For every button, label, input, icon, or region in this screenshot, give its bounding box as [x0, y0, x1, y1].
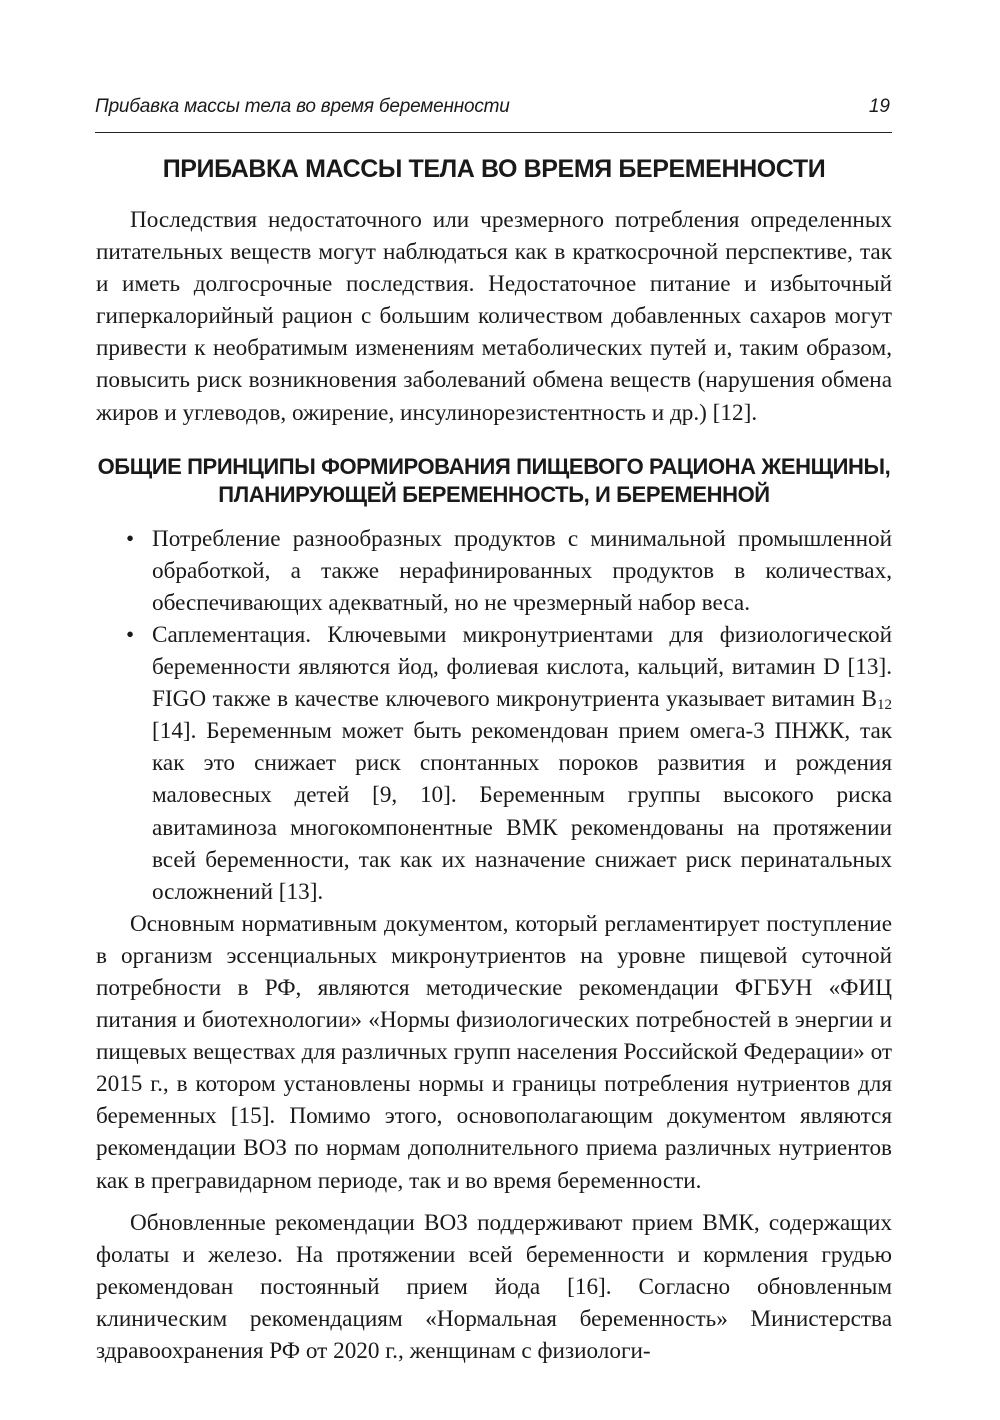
list-item-text: [14]. Беременным может быть рекомендован прием омега-3 ПНЖК, так как это снижает риск спонтанных пороков развития и рождения маловесных детей [9, 10]. Беременным группы высокого риска авитаминоза многокомпонентные ВМК рекомендованы на протяжении всей беременности, так как их назначение снижает риск перинатальных осложнений [13]. [152, 718, 892, 905]
list-item [126, 619, 892, 908]
body-paragraph: Обновленные рекомендации ВОЗ поддерживают прием ВМК, содержащих фолаты и железо. На протяжении всей беременности и кормления грудью рекомендован постоянный прием йода [16]. Согласно обновленным клиническим рекомендациям «Нормальная беременность» Министерства здравоохранения РФ от 2020 г., женщинам с физиологи- [96, 1209, 892, 1364]
body-paragraph: Основным нормативным документом, который регламентирует поступление в организм эссенциальных микронутриентов на уровне пищевой суточной потребности в РФ, являются методические рекомендации ФГБУН «ФИЦ питания и биотехнологии» «Нормы физиологических потребностей в энергии и пищевых веществах для различных групп населения Российской Федерации» от 2015 г., в котором установлены нормы и границы потребления нутриентов для беременных [15]. Помимо этого, основополагающим документом являются рекомендации ВОЗ по нормам дополнительного приема различных нутриентов как в прегравидарном периоде, так и во время беременности. [96, 910, 892, 1194]
list-item: • Потребление разнообразных продуктов с минимальной промышленной обработкой, а также нерафинированных продуктов в количествах, обеспечивающих адекватный, но не чрезмерный набор веса. [126, 523, 892, 619]
subsection-title: ОБЩИЕ ПРИНЦИПЫ ФОРМИРОВАНИЯ ПИЩЕВОГО РАЦИОНА ЖЕНЩИНЫ, ПЛАНИРУЮЩЕЙ БЕРЕМЕННОСТЬ, И БЕРЕМЕННОЙ [97, 453, 891, 507]
page-number: 19 [868, 96, 890, 117]
section-title: ПРИБАВКА МАССЫ ТЕЛА ВО ВРЕМЯ БЕРЕМЕННОСТИ [162, 155, 826, 183]
bullet-list [96, 523, 892, 908]
running-title: Прибавка массы тела во время беременности [95, 96, 510, 117]
running-header [95, 92, 892, 133]
page-content [96, 146, 892, 1367]
body-paragraph: Последствия недостаточного или чрезмерного потребления определенных питательных веществ могут наблюдаться как в краткосрочной перспективе, так и иметь долгосрочные последствия. Недостаточное питание и избыточный гиперкалорийный рацион с большим количеством добавленных сахаров могут привести к необратимым изменениям метаболических путей и, таким образом, повысить риск возникновения заболеваний обмена веществ (нарушения обмена жиров и углеводов, ожирение, инсулинорезистентность и др.) [12]. [96, 207, 892, 426]
subscript: 12 [877, 697, 892, 714]
list-item-text: Саплементация. Ключевыми микронутриентами для физиологической беременности являются йод, фолиевая кислота, кальций, витамин D [13]. FIGO также в качестве ключевого микронутриента указывает витамин B [152, 621, 892, 713]
